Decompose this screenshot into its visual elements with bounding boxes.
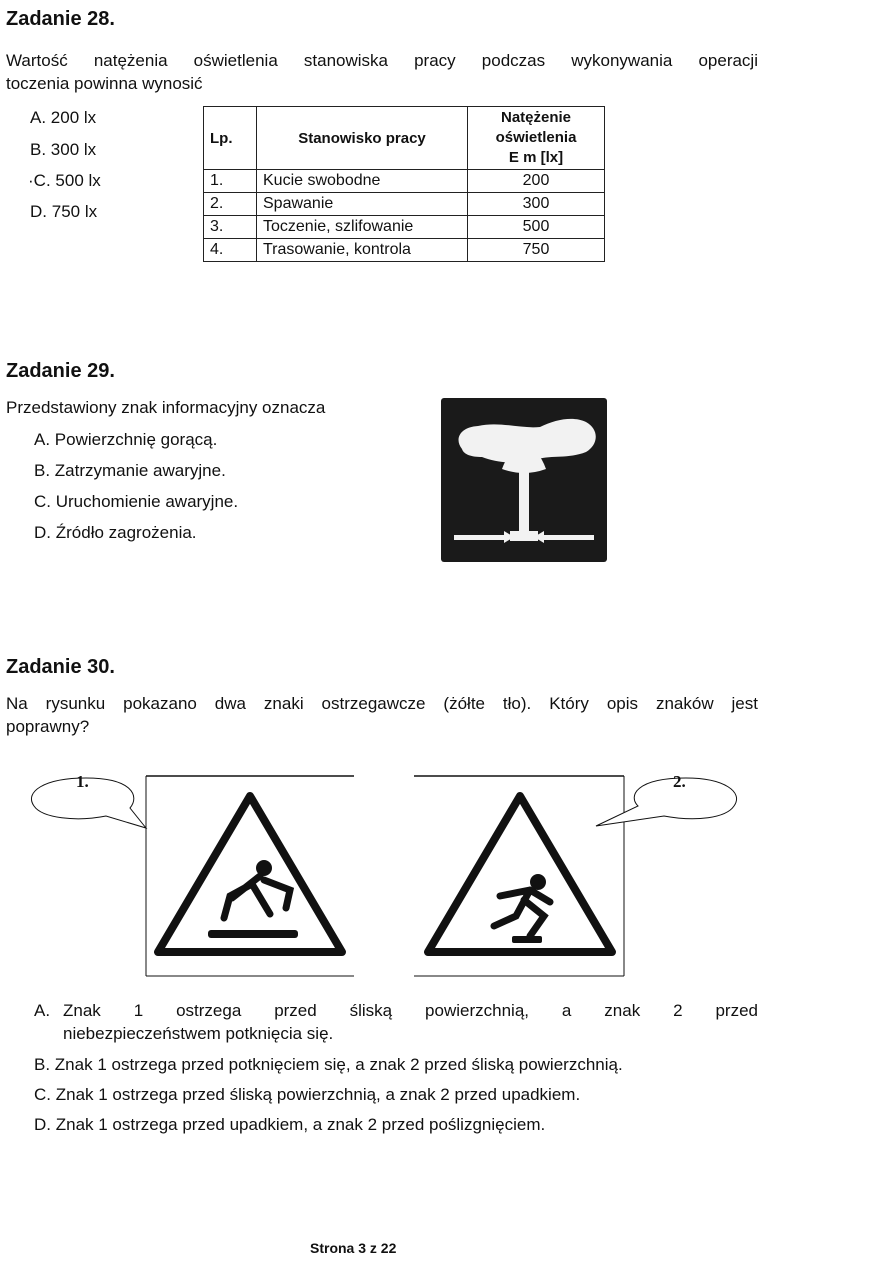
trip-hazard-sign-icon bbox=[414, 776, 624, 976]
q28-option-a[interactable] bbox=[30, 108, 96, 128]
option-text: 200 lx bbox=[50, 108, 97, 127]
option-text: 300 lx bbox=[50, 140, 97, 159]
hot-surface-sign-icon bbox=[440, 397, 608, 563]
option-text: 750 lx bbox=[51, 202, 98, 221]
option-text: Źródło zagrożenia. bbox=[55, 523, 197, 542]
header-unit: E m [lx] bbox=[508, 149, 564, 166]
option-letter: ·C. bbox=[28, 171, 51, 190]
table-row bbox=[204, 216, 605, 239]
option-text: Znak 1 ostrzega przed potknięciem się, a znak 2 przed śliską powierzchnią. bbox=[54, 1055, 623, 1074]
q28-option-b[interactable] bbox=[30, 140, 96, 160]
cell-value: 750 bbox=[468, 239, 605, 262]
option-letter: B. bbox=[30, 140, 47, 159]
cell-lp: 4. bbox=[204, 239, 257, 262]
option-text: Powierzchnię gorącą. bbox=[54, 430, 218, 449]
cell-station: Toczenie, szlifowanie bbox=[257, 216, 468, 239]
option-letter: C. bbox=[34, 1085, 51, 1104]
option-text: Zatrzymanie awaryjne. bbox=[54, 461, 226, 480]
cell-value: 200 bbox=[468, 170, 605, 193]
option-letter: D. bbox=[34, 1115, 51, 1134]
callout-1-label: 1. bbox=[76, 772, 89, 791]
option-letter: A. bbox=[34, 430, 51, 449]
cell-value: 300 bbox=[468, 193, 605, 216]
page-number: Strona 3 z 22 bbox=[310, 1240, 397, 1256]
q28-title: Zadanie 28. bbox=[6, 8, 115, 30]
option-letter: A. bbox=[30, 108, 47, 127]
option-text: Uruchomienie awaryjne. bbox=[55, 492, 239, 511]
cell-lp: 3. bbox=[204, 216, 257, 239]
cell-value: 500 bbox=[468, 216, 605, 239]
q30-option-d[interactable] bbox=[34, 1115, 545, 1135]
q29-option-c[interactable] bbox=[34, 492, 238, 512]
q28-option-c[interactable] bbox=[28, 171, 101, 191]
illumination-table bbox=[203, 106, 605, 262]
q30-text-line2: poprawny? bbox=[6, 717, 90, 736]
warning-signs-figure bbox=[24, 756, 744, 982]
option-letter: A. bbox=[34, 1001, 51, 1020]
q30-option-c[interactable] bbox=[34, 1085, 580, 1105]
q29-title: Zadanie 29. bbox=[6, 360, 115, 382]
q30-title: Zadanie 30. bbox=[6, 656, 115, 678]
cell-station: Kucie swobodne bbox=[257, 170, 468, 193]
q29-text: Przedstawiony znak informacyjny oznacza bbox=[6, 398, 326, 417]
q28-text-line2: toczenia powinna wynosić bbox=[6, 74, 203, 93]
slippery-surface-sign-icon bbox=[146, 776, 354, 976]
option-text-line2: niebezpieczeństwem potknięcia się. bbox=[63, 1024, 334, 1043]
cell-lp: 2. bbox=[204, 193, 257, 216]
option-letter: D. bbox=[34, 523, 51, 542]
option-letter: C. bbox=[34, 492, 51, 511]
option-text-line1: Znak 1 ostrzega przed śliską powierzchnią, a znak 2 przed bbox=[63, 1001, 758, 1020]
q30-text-line1: Na rysunku pokazano dwa znaki ostrzegawcze (żółte tło). Który opis znaków jest bbox=[6, 694, 758, 713]
q29-option-a[interactable] bbox=[34, 430, 217, 450]
cell-station: Spawanie bbox=[257, 193, 468, 216]
table-row bbox=[204, 239, 605, 262]
option-letter: D. bbox=[30, 202, 47, 221]
cell-station: Trasowanie, kontrola bbox=[257, 239, 468, 262]
option-text: Znak 1 ostrzega przed upadkiem, a znak 2 przed poślizgnięciem. bbox=[55, 1115, 546, 1134]
option-letter: B. bbox=[34, 461, 51, 480]
option-text: Znak 1 ostrzega przed śliską powierzchnią, a znak 2 przed upadkiem. bbox=[55, 1085, 581, 1104]
callout-2-label: 2. bbox=[673, 772, 686, 791]
option-text: 500 lx bbox=[55, 171, 101, 190]
option-letter: B. bbox=[34, 1055, 51, 1074]
q29-option-d[interactable] bbox=[34, 523, 197, 543]
col-header-illuminance bbox=[468, 107, 605, 170]
q30-option-b[interactable] bbox=[34, 1055, 623, 1075]
cell-lp: 1. bbox=[204, 170, 257, 193]
q28-text-line1: Wartość natężenia oświetlenia stanowiska pracy podczas wykonywania operacji bbox=[6, 51, 758, 70]
q29-option-b[interactable] bbox=[34, 461, 226, 481]
q30-option-a[interactable] bbox=[34, 1001, 758, 1044]
callout-2 bbox=[596, 778, 737, 826]
header-illuminance-label: Natężenie oświetlenia bbox=[495, 109, 577, 146]
col-header-station: Stanowisko pracy bbox=[257, 107, 468, 170]
table-row bbox=[204, 170, 605, 193]
col-header-lp: Lp. bbox=[204, 107, 257, 170]
q28-option-d[interactable] bbox=[30, 202, 97, 222]
table-row bbox=[204, 193, 605, 216]
